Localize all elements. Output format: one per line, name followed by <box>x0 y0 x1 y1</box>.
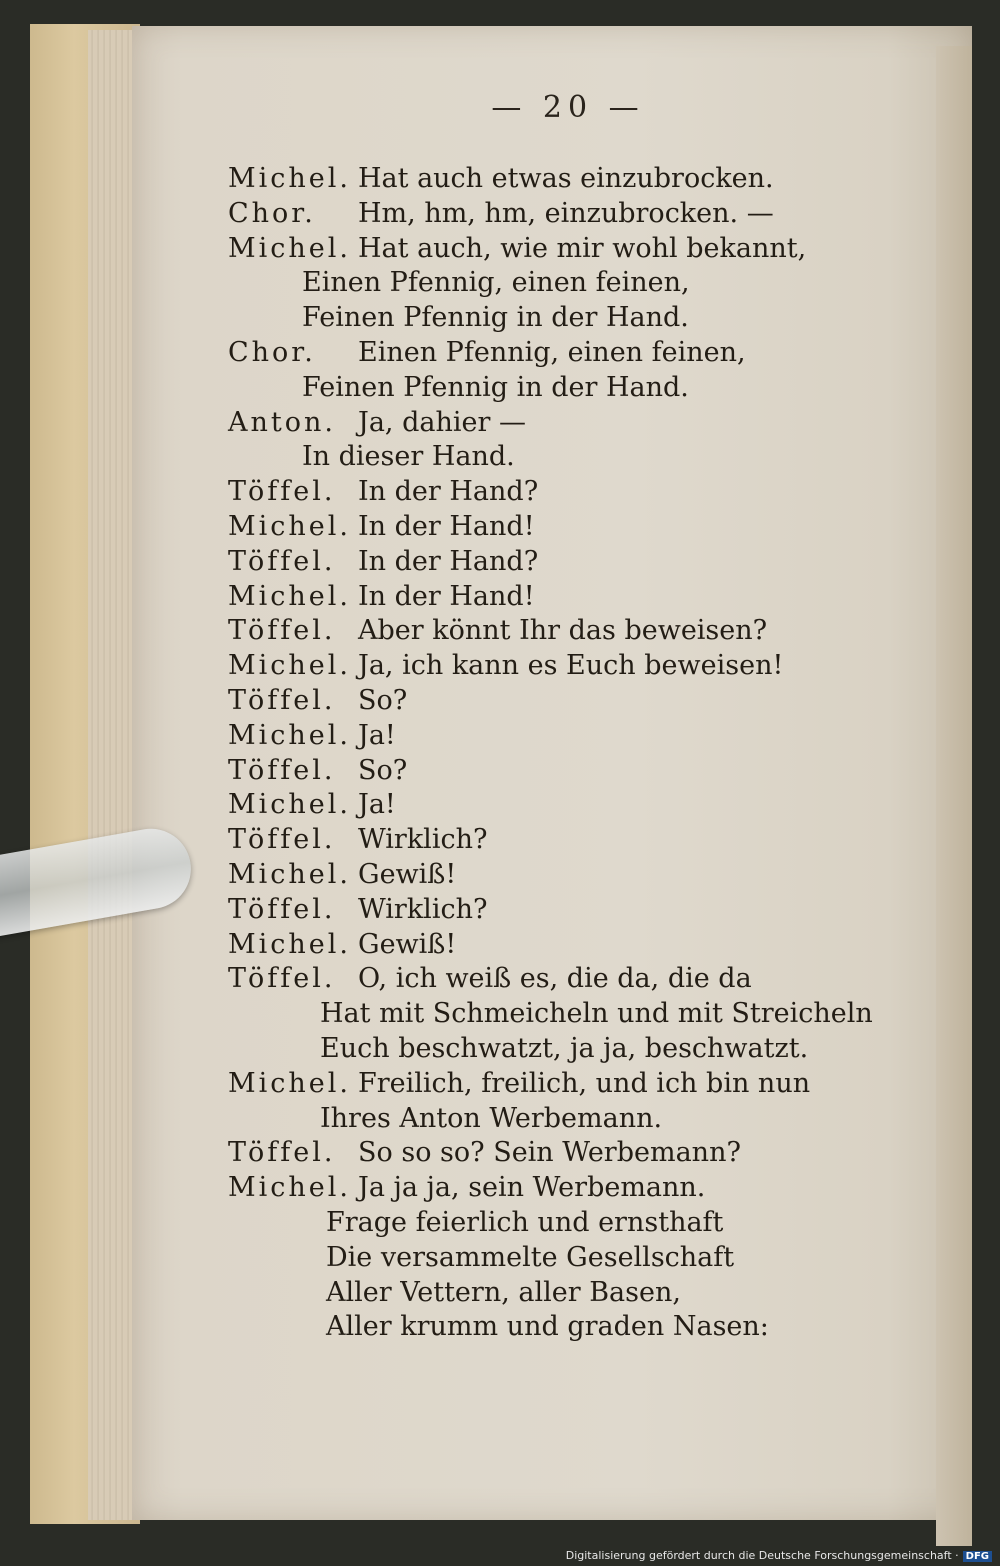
speaker-name: Michel. <box>228 928 351 960</box>
speaker-name: Töffel. <box>228 684 336 716</box>
text-line <box>228 336 873 371</box>
speaker-name: Töffel. <box>228 963 336 995</box>
page-right-edge <box>936 46 972 1546</box>
text-line <box>228 371 873 406</box>
speaker-name: Michel. <box>228 163 351 194</box>
text-line <box>228 1067 873 1102</box>
dialogue-text: In der Hand? <box>358 476 539 508</box>
dialogue-text: In der Hand! <box>358 510 535 542</box>
dialogue-text: Ihres Anton Werbemann. <box>320 1102 663 1134</box>
text-line <box>228 928 873 963</box>
dialogue-text: Hat mit Schmeicheln und mit Streicheln <box>320 998 873 1030</box>
text-line <box>228 754 873 789</box>
dialogue-text: Wirklich? <box>358 824 488 856</box>
dialogue-text: Aber könnt Ihr das beweisen? <box>358 615 768 647</box>
text-line <box>228 1171 873 1206</box>
speaker-name: Töffel. <box>228 476 336 508</box>
speaker-name: Michel. <box>228 232 351 264</box>
dialogue-text: Feinen Pfennig in der Hand. <box>302 371 689 403</box>
dialogue-text: Aller Vettern, aller Basen, <box>326 1276 681 1308</box>
text-line <box>228 475 873 510</box>
text-line <box>228 1206 873 1241</box>
text-line <box>228 1241 873 1276</box>
dialogue-text: O, ich weiß es, die da, die da <box>358 963 752 995</box>
footer-credit <box>566 1549 992 1562</box>
dialogue-text: Einen Pfennig, einen feinen, <box>358 336 746 368</box>
text-line <box>228 823 873 858</box>
text-block <box>228 162 873 1345</box>
dialogue-text: Hat auch, wie mir wohl bekannt, <box>358 232 807 264</box>
speaker-name: Töffel. <box>228 824 336 856</box>
speaker-name: Michel. <box>228 858 351 890</box>
dialogue-text: Einen Pfennig, einen feinen, <box>302 267 690 299</box>
speaker-name: Michel. <box>228 580 351 612</box>
dfg-logo: DFG <box>963 1551 992 1562</box>
dialogue-text: So? <box>358 684 408 716</box>
speaker-name: Anton. <box>228 406 336 438</box>
dialogue-text: In der Hand! <box>358 580 535 612</box>
text-line <box>228 162 873 197</box>
speaker-name: Michel. <box>228 789 351 821</box>
dialogue-text: So? <box>358 754 408 786</box>
dialogue-text: Frage feierlich und ernsthaft <box>326 1206 724 1238</box>
dialogue-text: In dieser Hand. <box>302 441 515 473</box>
dialogue-text: Aller krumm und graden Nasen: <box>326 1311 769 1343</box>
text-line <box>228 649 873 684</box>
dialogue-text: So so so? Sein Werbemann? <box>358 1137 741 1169</box>
text-line <box>228 545 873 580</box>
dialogue-text: Die versammelte Gesellschaft <box>326 1241 735 1273</box>
text-line <box>228 962 873 997</box>
dialogue-text: Ja, dahier — <box>358 406 526 438</box>
text-line <box>228 440 873 475</box>
dialogue-text: Wirklich? <box>358 893 488 925</box>
text-line <box>228 580 873 615</box>
footer-credit-text: Digitalisierung gefördert durch die Deutsche Forschungsgemeinschaft · <box>565 1549 959 1562</box>
text-line <box>228 1102 873 1137</box>
speaker-name: Töffel. <box>228 1137 336 1169</box>
speaker-name: Michel. <box>228 719 351 751</box>
text-line <box>228 788 873 823</box>
speaker-name: Chor. <box>228 197 316 229</box>
text-line <box>228 997 873 1032</box>
speaker-name: Töffel. <box>228 754 336 786</box>
text-line <box>228 1276 873 1311</box>
dialogue-text: In der Hand? <box>358 545 539 577</box>
speaker-name: Michel. <box>228 1172 351 1204</box>
dialogue-text: Ja ja ja, sein Werbemann. <box>358 1172 706 1204</box>
text-line <box>228 858 873 893</box>
dialogue-text: Euch beschwatzt, ja ja, beschwatzt. <box>320 1032 809 1064</box>
speaker-name: Töffel. <box>228 545 336 577</box>
text-line <box>228 1310 873 1345</box>
text-line <box>228 197 873 232</box>
dialogue-text: Gewiß! <box>358 928 457 960</box>
dialogue-text: Freilich, freilich, und ich bin nun <box>358 1067 811 1099</box>
text-line <box>228 1032 873 1067</box>
dialogue-text: Hat auch etwas einzubrocken. <box>358 163 774 194</box>
speaker-name: Chor. <box>228 336 316 368</box>
text-line <box>228 614 873 649</box>
speaker-name: Michel. <box>228 510 351 542</box>
text-line <box>228 893 873 928</box>
page-number: — 20 — <box>491 90 645 125</box>
speaker-name: Töffel. <box>228 893 336 925</box>
text-line <box>228 1136 873 1171</box>
dialogue-text: Gewiß! <box>358 858 457 890</box>
speaker-name: Töffel. <box>228 615 336 647</box>
text-line <box>228 510 873 545</box>
dialogue-text: Ja! <box>358 719 396 751</box>
dialogue-text: Ja, ich kann es Euch beweisen! <box>358 650 784 682</box>
dialogue-text: Ja! <box>358 789 396 821</box>
dialogue-text: Feinen Pfennig in der Hand. <box>302 302 689 334</box>
text-line <box>228 406 873 441</box>
text-line <box>228 301 873 336</box>
dialogue-text: Hm, hm, hm, einzubrocken. — <box>358 197 774 229</box>
speaker-name: Michel. <box>228 1067 351 1099</box>
text-line <box>228 266 873 301</box>
speaker-name: Michel. <box>228 650 351 682</box>
text-line <box>228 719 873 754</box>
text-line <box>228 232 873 267</box>
text-line <box>228 684 873 719</box>
